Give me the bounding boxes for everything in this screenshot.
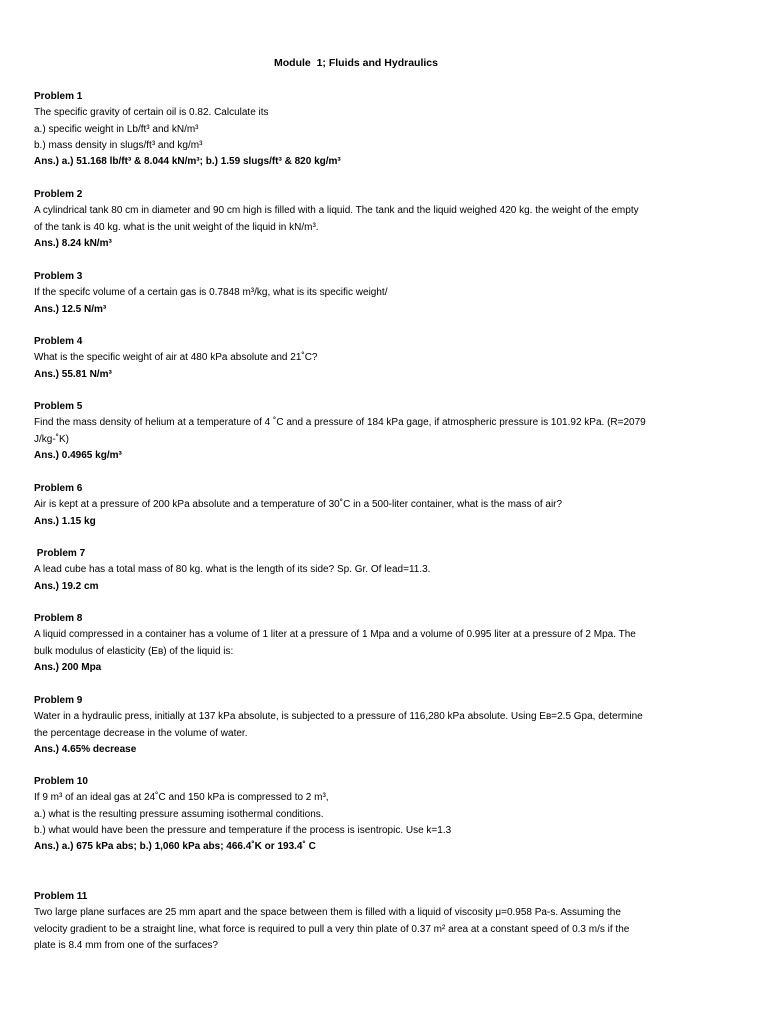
problem-heading: Problem 5 <box>34 401 83 412</box>
problem-heading: Problem 4 <box>34 336 83 347</box>
problem-heading: Problem 6 <box>34 483 83 494</box>
problem-block <box>34 774 694 855</box>
document-title: Module 1; Fluids and Hydraulics <box>274 57 438 69</box>
problem-heading: Problem 10 <box>34 776 88 787</box>
problem-text: b.) mass density in slugs/ft³ and kg/m³ <box>34 139 203 151</box>
problem-text: b.) what would have been the pressure and temperature if the process is isentropic. Use k=1.3 <box>34 824 452 836</box>
problem-block <box>34 546 694 595</box>
problem-answer: Ans.) a.) 675 kPa abs; b.) 1,060 kPa abs; 466.4˚K or 193.4˚ C <box>34 841 316 853</box>
problem-block <box>34 187 694 252</box>
problem-answer: Ans.) a.) 51.168 lb/ft³ & 8.044 kN/m³; b.) 1.59 slugs/ft³ & 820 kg/m³ <box>34 156 341 168</box>
problem-text: The specific gravity of certain oil is 0.82. Calculate its <box>34 107 269 119</box>
problem-text: If the specifc volume of a certain gas is 0.7848 m³/kg, what is its specific weight/ <box>34 287 388 299</box>
problem-heading: Problem 7 <box>34 548 86 559</box>
problem-text: Air is kept at a pressure of 200 kPa absolute and a temperature of 30˚C in a 500-liter container, what is the mass of air? <box>34 499 563 511</box>
problem-heading: Problem 2 <box>34 189 83 200</box>
problem-text: Water in a hydraulic press, initially at 137 kPa absolute, is subjected to a pressure of 116,280 kPa absolute. Using Eв=2.5 Gpa, determine <box>34 711 643 723</box>
problem-heading: Problem 11 <box>34 891 88 902</box>
problem-block <box>34 269 694 318</box>
problem-text: the percentage decrease in the volume of water. <box>34 727 248 739</box>
problem-answer: Ans.) 19.2 cm <box>34 580 99 592</box>
problem-text: plate is 8.4 mm from one of the surfaces? <box>34 939 218 951</box>
problem-text: A lead cube has a total mass of 80 kg. what is the length of its side? Sp. Gr. Of lead=11.3. <box>34 564 431 576</box>
problem-answer: Ans.) 55.81 N/m³ <box>34 368 112 380</box>
problem-text: If 9 m³ of an ideal gas at 24˚C and 150 kPa is compressed to 2 m³, <box>34 792 329 804</box>
problem-answer: Ans.) 0.4965 kg/m³ <box>34 449 122 461</box>
problem-answer: Ans.) 200 Mpa <box>34 661 102 673</box>
problem-answer: Ans.) 1.15 kg <box>34 515 96 527</box>
problem-text: velocity gradient to be a straight line, what force is required to pull a very thin plate of 0.37 m² area at a constant speed of 0.3 m/s if the <box>34 923 630 935</box>
problem-text: Find the mass density of helium at a temperature of 4 ˚C and a pressure of 184 kPa gage, if atmospheric pressure is 101.92 kPa. (R=2079 <box>34 417 646 429</box>
problem-text: A liquid compressed in a container has a volume of 1 liter at a pressure of 1 Mpa and a volume of 0.995 liter at a pressure of 2 Mpa. The <box>34 629 636 641</box>
problem-text: What is the specific weight of air at 480 kPa absolute and 21˚C? <box>34 352 318 364</box>
problem-answer: Ans.) 12.5 N/m³ <box>34 303 107 315</box>
problem-text: a.) what is the resulting pressure assuming isothermal conditions. <box>34 808 324 820</box>
problem-block <box>34 481 694 530</box>
problem-heading: Problem 8 <box>34 613 83 624</box>
problem-heading: Problem 3 <box>34 271 83 282</box>
problem-text: J/kg-˚K) <box>34 433 69 445</box>
problem-text: A cylindrical tank 80 cm in diameter and 90 cm high is filled with a liquid. The tank and the liquid weighed 420 kg. the weight of the empty <box>34 205 639 217</box>
problem-text: Two large plane surfaces are 25 mm apart and the space between them is filled with a liquid of viscosity μ=0.958 Pa-s. Assuming the <box>34 907 621 919</box>
problem-answer: Ans.) 8.24 kN/m³ <box>34 237 112 249</box>
problem-heading: Problem 9 <box>34 695 83 706</box>
problem-text: of the tank is 40 kg. what is the unit weight of the liquid in kN/m³. <box>34 221 319 233</box>
problem-block <box>34 334 694 383</box>
problem-block <box>34 611 694 676</box>
problem-block <box>34 89 694 170</box>
problem-block <box>34 693 694 758</box>
problem-text: bulk modulus of elasticity (Eв) of the liquid is: <box>34 645 234 657</box>
problem-text: a.) specific weight in Lb/ft³ and kN/m³ <box>34 123 199 135</box>
problem-block <box>34 399 694 464</box>
problem-block <box>34 889 694 954</box>
problem-answer: Ans.) 4.65% decrease <box>34 743 137 755</box>
problem-heading: Problem 1 <box>34 91 83 102</box>
